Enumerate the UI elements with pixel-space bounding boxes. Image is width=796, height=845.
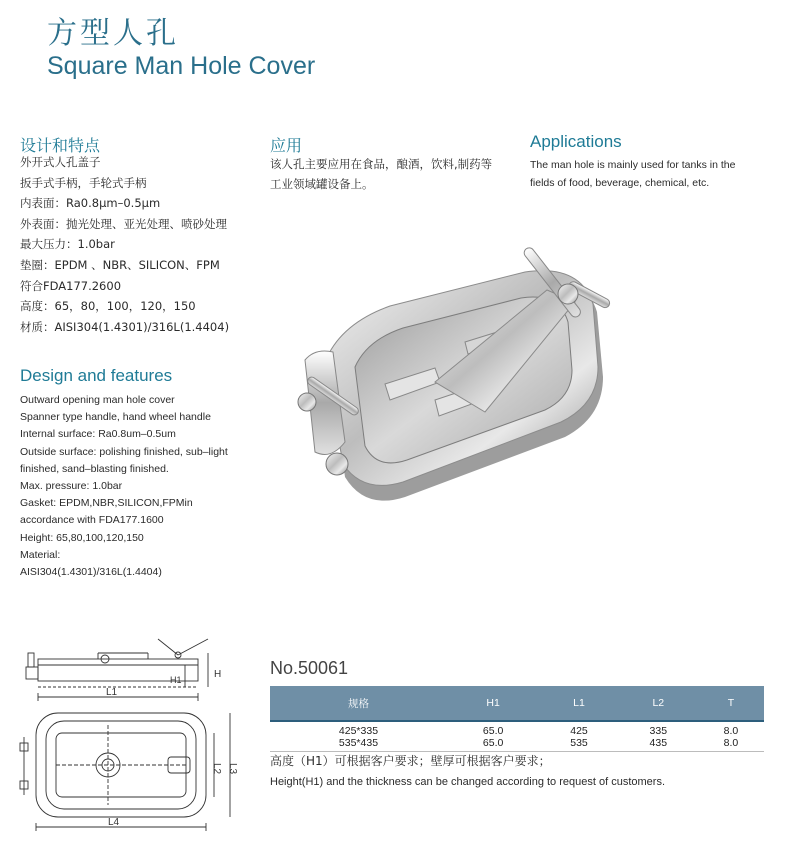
dim-label-l2: L2	[211, 763, 222, 775]
model-number: No.50061	[270, 658, 349, 678]
table-cell: 8.0	[723, 725, 739, 737]
table-cell: 425*335	[338, 725, 379, 737]
table-header-row	[270, 686, 764, 721]
design-en-line: Internal surface: Ra0.8um–0.5um	[20, 428, 176, 441]
table-row	[270, 737, 764, 752]
table-header-cell: H1	[447, 686, 539, 721]
application-text-en	[530, 156, 770, 192]
design-en-line: AISI304(1.4301)/316L(1.4404)	[20, 566, 162, 579]
application-heading-cn: 应用	[270, 138, 303, 155]
design-list-cn	[20, 152, 229, 337]
design-cn-line: 垫圈：EPDM 、NBR、SILICON、FPM	[20, 257, 220, 272]
design-cn-line: 最大压力：1.0bar	[20, 237, 115, 252]
design-en-line: Height: 65,80,100,120,150	[20, 531, 144, 544]
application-text-cn	[270, 154, 492, 194]
design-en-line: Outward opening man hole cover	[20, 394, 175, 406]
design-cn-line: 符合FDA177.2600	[20, 278, 122, 293]
table-cell: 535	[539, 737, 618, 752]
table-header-cell: 规格	[270, 686, 447, 721]
design-cn-line: 外开式人孔盖子	[20, 155, 101, 169]
manhole-cover-image	[285, 232, 615, 522]
note-cn: 高度（H1）可根据客户要求；壁厚可根据客户要求；	[270, 754, 551, 768]
design-cn-line: 高度：65，80，100，120，150	[20, 299, 196, 314]
design-en-line: Outside surface: polishing finished, sub–light	[20, 445, 228, 458]
application-cn-line: 该人孔主要应用在食品，酿酒，饮料,制药等	[270, 157, 493, 171]
application-en-line: fields of food, beverage, chemical, etc.	[530, 177, 710, 189]
design-en-line: Max. pressure: 1.0bar	[20, 480, 123, 493]
table-cell: 425	[570, 725, 588, 737]
design-cn-line: 材质：AISI304(1.4301)/316L(1.4404)	[20, 319, 230, 334]
table-cell: 8.0	[698, 737, 764, 752]
dim-label-h1: H1	[170, 675, 182, 685]
table-header-cell: L1	[539, 686, 618, 721]
table-header-cell: L2	[619, 686, 698, 721]
table-cell: 65.0	[482, 725, 504, 737]
design-heading-en: Design and features	[20, 366, 173, 385]
table-cell: 435	[619, 737, 698, 752]
design-en-line: Material:	[20, 548, 61, 561]
design-heading-cn: 设计和特点	[20, 138, 101, 155]
table-row	[270, 721, 764, 737]
design-list-en	[20, 392, 228, 581]
design-en-line: finished, sand–blasting finished.	[20, 462, 169, 475]
note-en: Height(H1) and the thickness can be changed according to request of customers.	[270, 776, 666, 788]
table-cell: 65.0	[447, 737, 539, 752]
dim-label-h: H	[214, 669, 222, 680]
technical-drawing	[18, 625, 248, 835]
table-cell: 535*435	[270, 737, 447, 752]
page-title-en: Square Man Hole Cover	[47, 52, 316, 80]
application-en-line: The man hole is mainly used for tanks in the	[530, 159, 736, 171]
table-cell: 335	[649, 725, 668, 737]
top-view-outer	[36, 713, 206, 817]
design-cn-line: 内表面：Ra0.8μm–0.5μm	[20, 196, 161, 211]
application-heading-en: Applications	[530, 132, 622, 151]
dim-label-l1: L1	[106, 687, 118, 698]
page-title-cn: 方型人孔	[47, 16, 179, 51]
design-en-line: accordance with FDA177.1600	[20, 514, 164, 527]
design-cn-line: 扳手式手柄，手轮式手柄	[20, 175, 147, 190]
application-cn-line: 工业领域罐设备上。	[270, 177, 374, 191]
dim-label-l3: L3	[227, 763, 238, 775]
design-en-line: Spanner type handle, hand wheel handle	[20, 411, 211, 424]
table-header-cell: T	[698, 686, 764, 721]
design-cn-line: 外表面：抛光处理、亚光处理、喷砂处理	[20, 216, 227, 231]
spec-table	[270, 686, 764, 752]
design-en-line: Gasket: EPDM,NBR,SILICON,FPMin	[20, 497, 193, 510]
dim-label-l4: L4	[108, 817, 120, 828]
